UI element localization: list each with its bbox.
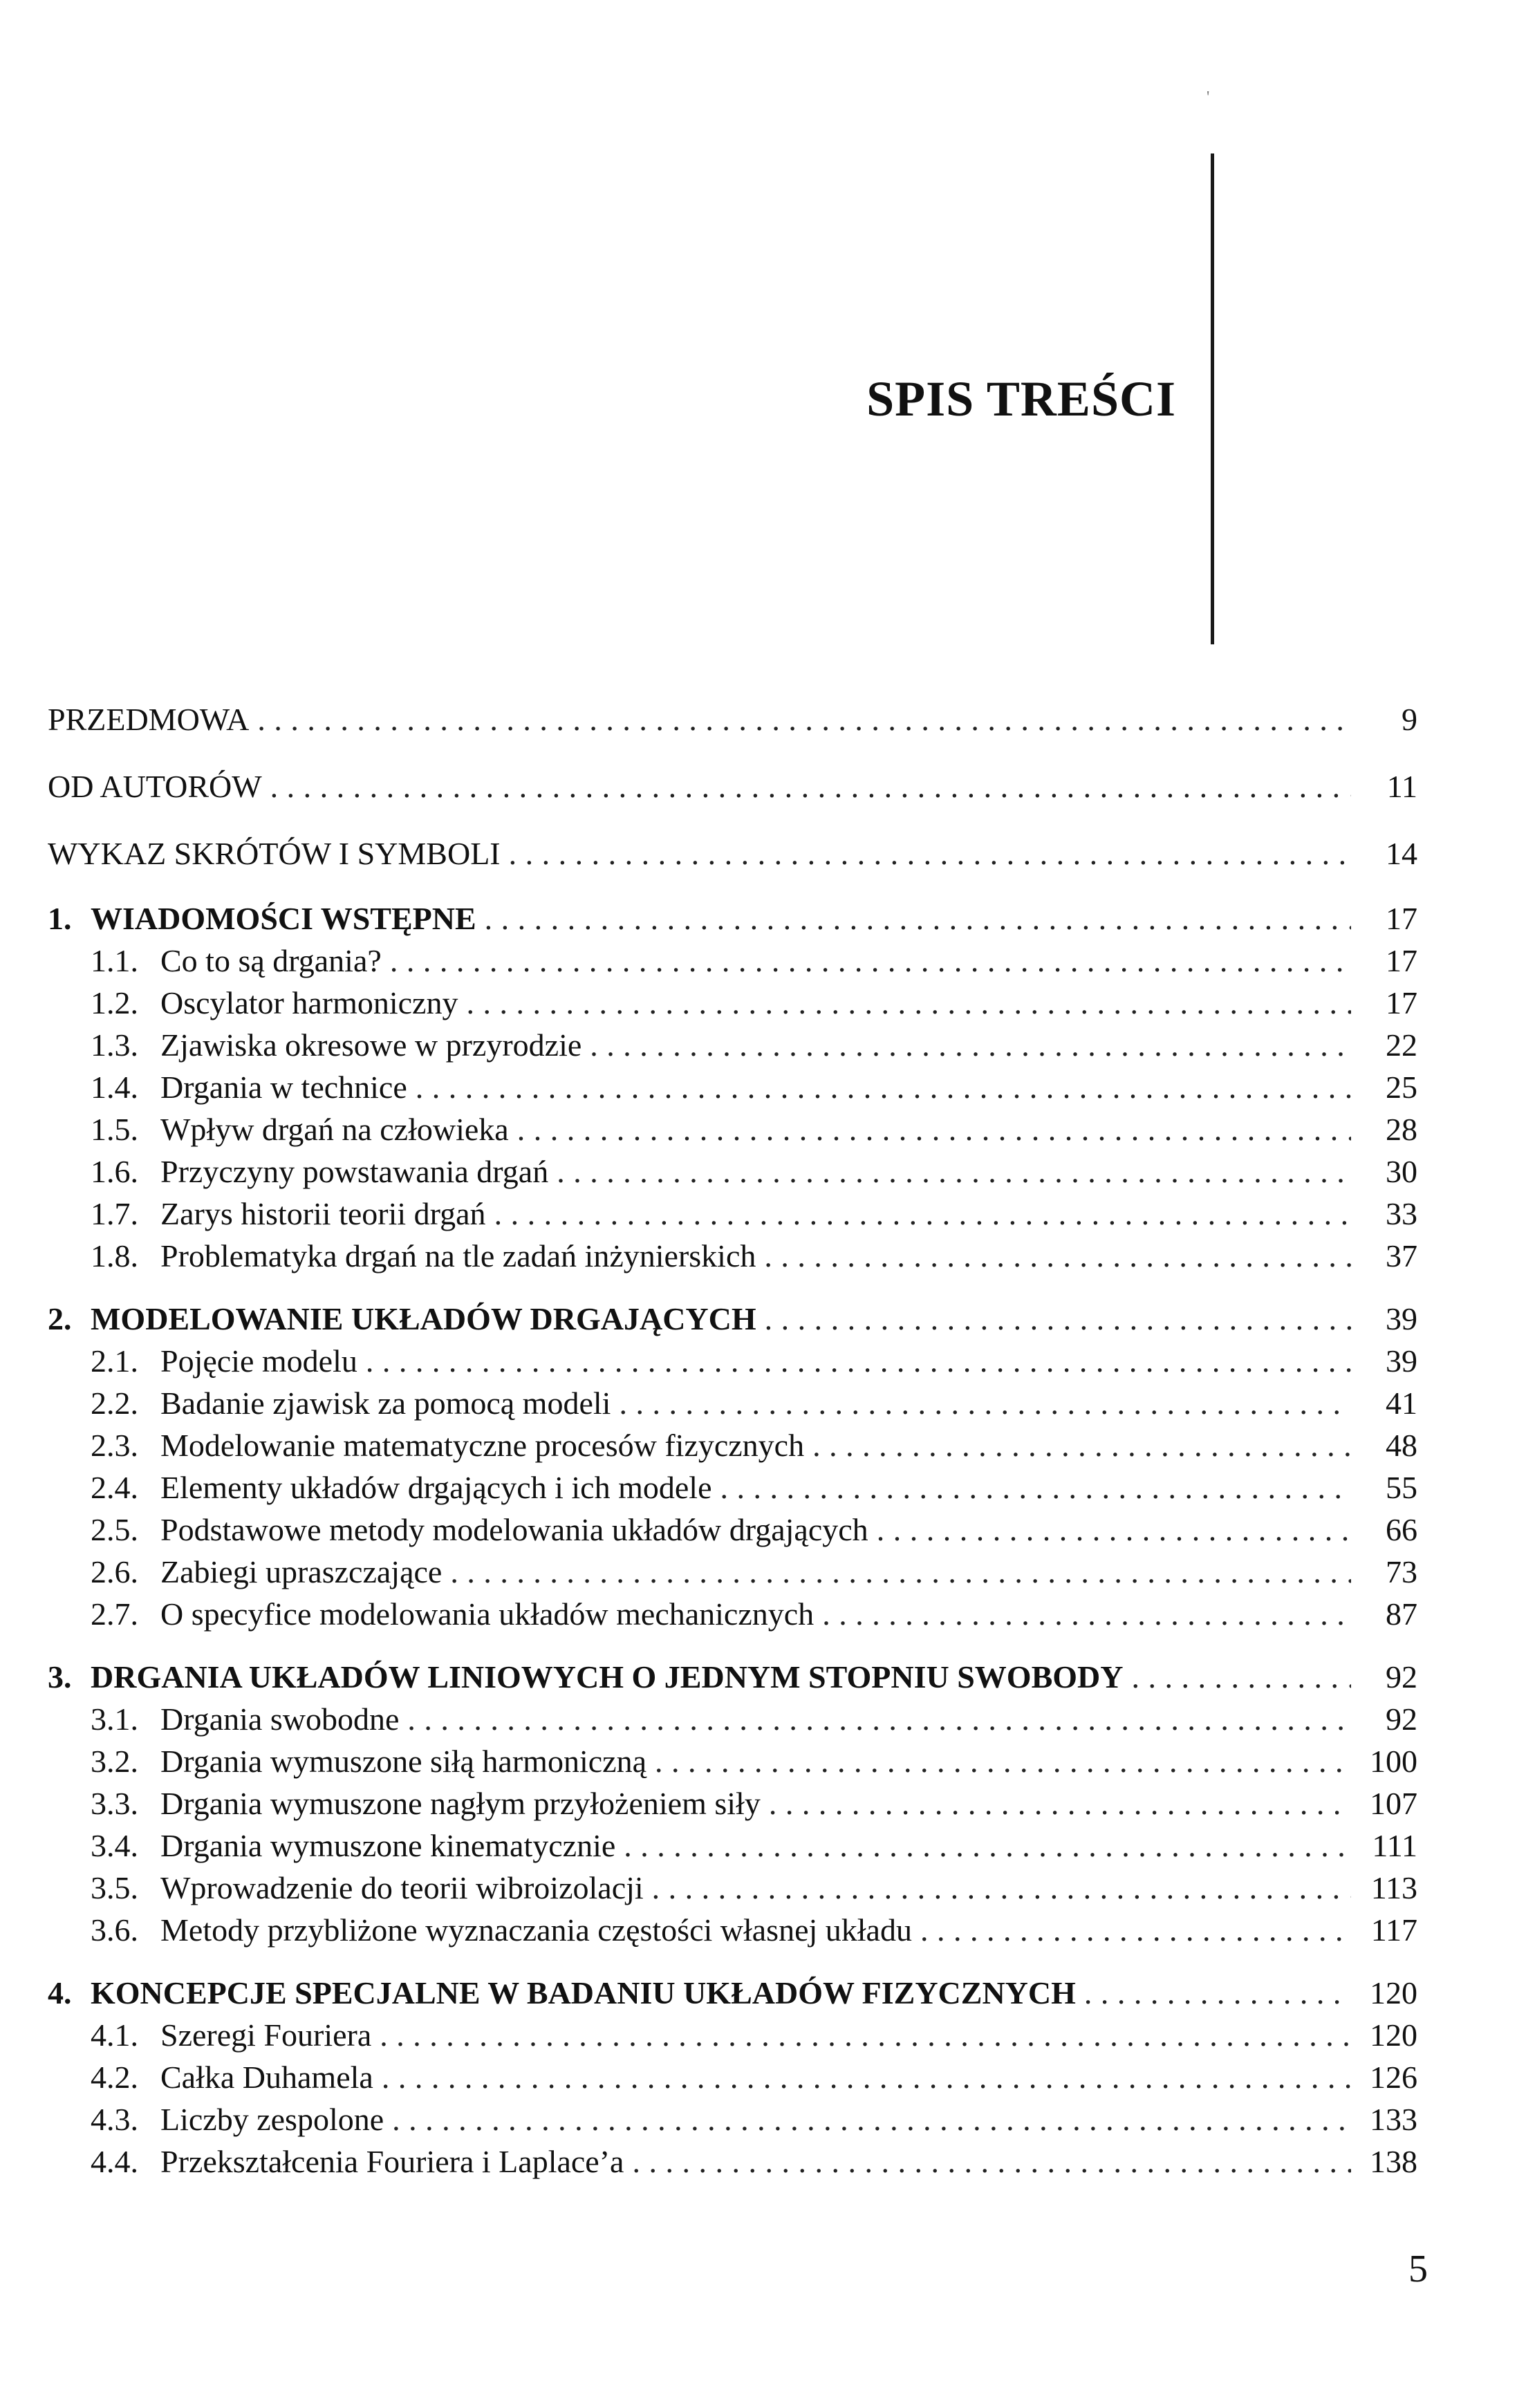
entry-page: 100 (1370, 1744, 1417, 1779)
toc-section-entry[interactable] (48, 982, 1417, 1024)
page-number: 5 (1408, 2248, 1428, 2290)
entry-page: 39 (1386, 1343, 1417, 1379)
toc-section-entry[interactable] (48, 1593, 1417, 1635)
toc-section-entry[interactable] (48, 1024, 1417, 1066)
entry-page: 113 (1370, 1870, 1417, 1905)
entry-number: 3. (48, 1659, 72, 1695)
entry-title: WIADOMOŚCI WSTĘPNE (91, 901, 476, 936)
entry-title: Problematyka drgań na tle zadań inżynierskich (160, 1238, 756, 1273)
entry-page: 111 (1372, 1828, 1417, 1863)
dot-leader (712, 1466, 1352, 1509)
entry-title: Oscylator harmoniczny (160, 985, 458, 1020)
entry-page: 120 (1370, 1975, 1417, 2010)
toc-chapter-entry[interactable] (48, 897, 1417, 940)
dot-leader (804, 1424, 1351, 1466)
toc-section-entry[interactable] (48, 2098, 1417, 2140)
toc-section-entry[interactable] (48, 2056, 1417, 2098)
entry-page: 55 (1386, 1470, 1417, 1505)
toc-section-entry[interactable] (48, 940, 1417, 982)
dot-leader (357, 1340, 1351, 1382)
entry-number: 3.1. (91, 1701, 138, 1737)
entry-number: 4.4. (91, 2144, 138, 2179)
toc-front-matter-entry[interactable] (48, 765, 1417, 808)
toc-chapter-entry[interactable] (48, 1656, 1417, 1698)
entry-title: Przyczyny powstawania drgań (160, 1154, 549, 1189)
dot-leader (1123, 1656, 1351, 1698)
entry-page: 17 (1386, 985, 1417, 1020)
toc-section-entry[interactable] (48, 2014, 1417, 2056)
toc-front-matter-entry[interactable] (48, 698, 1417, 740)
dot-leader (615, 1824, 1351, 1867)
entry-title: O specyfice modelowania układów mechanicznych (160, 1596, 815, 1632)
entry-number: 3.4. (91, 1828, 138, 1863)
entry-number: 2.3. (91, 1428, 138, 1463)
toc-section-entry[interactable] (48, 1340, 1417, 1382)
toc-front-matter-entry[interactable] (48, 832, 1417, 875)
entry-page: 39 (1386, 1301, 1417, 1336)
dot-leader (249, 698, 1351, 740)
entry-page: 133 (1370, 2102, 1417, 2137)
entry-title: Modelowanie matematyczne procesów fizycznych (160, 1428, 805, 1463)
toc-section-entry[interactable] (48, 1740, 1417, 1782)
scan-speck: ' (1207, 88, 1210, 106)
toc-section-entry[interactable] (48, 1193, 1417, 1235)
dot-leader (644, 1867, 1351, 1909)
toc-section-entry[interactable] (48, 1424, 1417, 1466)
entry-title: KONCEPCJE SPECJALNE W BADANIU UKŁADÓW FIZYCZNYCH (91, 1975, 1076, 2010)
dot-leader (501, 832, 1351, 875)
toc-section-entry[interactable] (48, 1509, 1417, 1551)
entry-number: 4.1. (91, 2017, 138, 2053)
entry-number: 1.1. (91, 943, 138, 978)
entry-number: 2.1. (91, 1343, 138, 1379)
entry-title: Drgania wymuszone kinematycznie (160, 1828, 616, 1863)
entry-number: 2.6. (91, 1554, 138, 1589)
table-of-contents (48, 698, 1417, 2183)
dot-leader (262, 765, 1351, 808)
toc-section-entry[interactable] (48, 1551, 1417, 1593)
entry-page: 66 (1386, 1512, 1417, 1547)
entry-number: 2. (48, 1301, 72, 1336)
entry-page: 92 (1386, 1659, 1417, 1695)
entry-title: WYKAZ SKRÓTÓW I SYMBOLI (48, 836, 501, 871)
entry-page: 17 (1386, 943, 1417, 978)
dot-leader (912, 1909, 1351, 1951)
toc-section-entry[interactable] (48, 1466, 1417, 1509)
entry-number: 2.4. (91, 1470, 138, 1505)
entry-title: Drgania wymuszone siłą harmoniczną (160, 1744, 646, 1779)
toc-section-entry[interactable] (48, 1108, 1417, 1150)
entry-title: Drgania swobodne (160, 1701, 400, 1737)
entry-number: 1.5. (91, 1112, 138, 1147)
dot-leader (486, 1193, 1351, 1235)
entry-number: 1.7. (91, 1196, 138, 1231)
dot-leader (1076, 1972, 1351, 2014)
dot-leader (509, 1108, 1351, 1150)
entry-title: OD AUTORÓW (48, 769, 262, 804)
entry-page: 73 (1386, 1554, 1417, 1589)
entry-number: 2.2. (91, 1385, 138, 1421)
dot-leader (814, 1593, 1351, 1635)
entry-page: 126 (1370, 2060, 1417, 2095)
entry-title: Przekształcenia Fouriera i Laplace’a (160, 2144, 624, 2179)
entry-page: 107 (1370, 1786, 1417, 1821)
entry-title: Zarys historii teorii drgań (160, 1196, 486, 1231)
entry-page: 41 (1386, 1385, 1417, 1421)
entry-page: 17 (1386, 901, 1417, 936)
margin-rule (1211, 153, 1214, 644)
toc-chapter-entry[interactable] (48, 1972, 1417, 2014)
entry-title: Elementy układów drgających i ich modele (160, 1470, 712, 1505)
entry-number: 3.6. (91, 1912, 138, 1948)
entry-title: Podstawowe metody modelowania układów drgających (160, 1512, 868, 1547)
entry-page: 25 (1386, 1070, 1417, 1105)
dot-leader (756, 1298, 1351, 1340)
dot-leader (646, 1740, 1351, 1782)
dot-leader (611, 1382, 1351, 1424)
toc-section-entry[interactable] (48, 1782, 1417, 1824)
entry-number: 4.2. (91, 2060, 138, 2095)
entry-number: 1.4. (91, 1070, 138, 1105)
toc-section-entry[interactable] (48, 1824, 1417, 1867)
dot-leader (581, 1024, 1351, 1066)
toc-section-entry[interactable] (48, 1909, 1417, 1951)
entry-page: 92 (1386, 1701, 1417, 1737)
entry-title: PRZEDMOWA (48, 702, 250, 737)
entry-title: MODELOWANIE UKŁADÓW DRGAJĄCYCH (91, 1301, 756, 1336)
entry-title: Metody przybliżone wyznaczania częstości własnej układu (160, 1912, 912, 1948)
dot-leader (624, 2140, 1351, 2183)
entry-page: 37 (1386, 1238, 1417, 1273)
entry-number: 1.3. (91, 1027, 138, 1063)
entry-number: 1. (48, 901, 72, 936)
dot-leader (399, 1698, 1351, 1740)
dot-leader (407, 1066, 1351, 1108)
toc-section-entry[interactable] (48, 1066, 1417, 1108)
entry-number: 4.3. (91, 2102, 138, 2137)
toc-chapter-entry[interactable] (48, 1298, 1417, 1340)
entry-title: Pojęcie modelu (160, 1343, 357, 1379)
entry-page: 48 (1386, 1428, 1417, 1463)
dot-leader (458, 982, 1351, 1024)
entry-page: 33 (1386, 1196, 1417, 1231)
toc-section-entry[interactable] (48, 1698, 1417, 1740)
entry-number: 3.5. (91, 1870, 138, 1905)
entry-title: Drgania wymuszone nagłym przyłożeniem siły (160, 1786, 761, 1821)
toc-section-entry[interactable] (48, 1382, 1417, 1424)
entry-number: 4. (48, 1975, 72, 2010)
dot-leader (371, 2014, 1351, 2056)
entry-page: 28 (1386, 1112, 1417, 1147)
entry-number: 3.3. (91, 1786, 138, 1821)
entry-page: 11 (1386, 769, 1417, 804)
entry-number: 1.8. (91, 1238, 138, 1273)
dot-leader (384, 2098, 1351, 2140)
dot-leader (382, 940, 1351, 982)
entry-page: 30 (1386, 1154, 1417, 1189)
entry-number: 2.7. (91, 1596, 138, 1632)
dot-leader (476, 897, 1351, 940)
toc-section-entry[interactable] (48, 1235, 1417, 1277)
entry-title: Szeregi Fouriera (160, 2017, 372, 2053)
entry-title: DRGANIA UKŁADÓW LINIOWYCH O JEDNYM STOPNIU SWOBODY (91, 1659, 1124, 1695)
entry-title: Drgania w technice (160, 1070, 407, 1105)
dot-leader (373, 2056, 1351, 2098)
entry-page: 138 (1370, 2144, 1417, 2179)
dot-leader (756, 1235, 1351, 1277)
dot-leader (442, 1551, 1351, 1593)
entry-title: Liczby zespolone (160, 2102, 384, 2137)
entry-page: 14 (1386, 836, 1417, 871)
dot-leader (761, 1782, 1351, 1824)
page-title: SPIS TREŚCI (866, 371, 1176, 427)
entry-page: 87 (1386, 1596, 1417, 1632)
entry-number: 3.2. (91, 1744, 138, 1779)
toc-section-entry[interactable] (48, 1867, 1417, 1909)
entry-title: Wpływ drgań na człowieka (160, 1112, 509, 1147)
entry-title: Zjawiska okresowe w przyrodzie (160, 1027, 582, 1063)
entry-page: 120 (1370, 2017, 1417, 2053)
entry-title: Wprowadzenie do teorii wibroizolacji (160, 1870, 644, 1905)
entry-title: Badanie zjawisk za pomocą modeli (160, 1385, 611, 1421)
entry-number: 2.5. (91, 1512, 138, 1547)
entry-number: 1.6. (91, 1154, 138, 1189)
entry-title: Co to są drgania? (160, 943, 382, 978)
entry-page: 9 (1402, 702, 1417, 737)
entry-page: 22 (1386, 1027, 1417, 1063)
entry-title: Całka Duhamela (160, 2060, 373, 2095)
dot-leader (548, 1150, 1351, 1193)
entry-title: Zabiegi upraszczające (160, 1554, 443, 1589)
entry-number: 1.2. (91, 985, 138, 1020)
dot-leader (868, 1509, 1351, 1551)
toc-section-entry[interactable] (48, 2140, 1417, 2183)
toc-section-entry[interactable] (48, 1150, 1417, 1193)
entry-page: 117 (1370, 1912, 1417, 1948)
